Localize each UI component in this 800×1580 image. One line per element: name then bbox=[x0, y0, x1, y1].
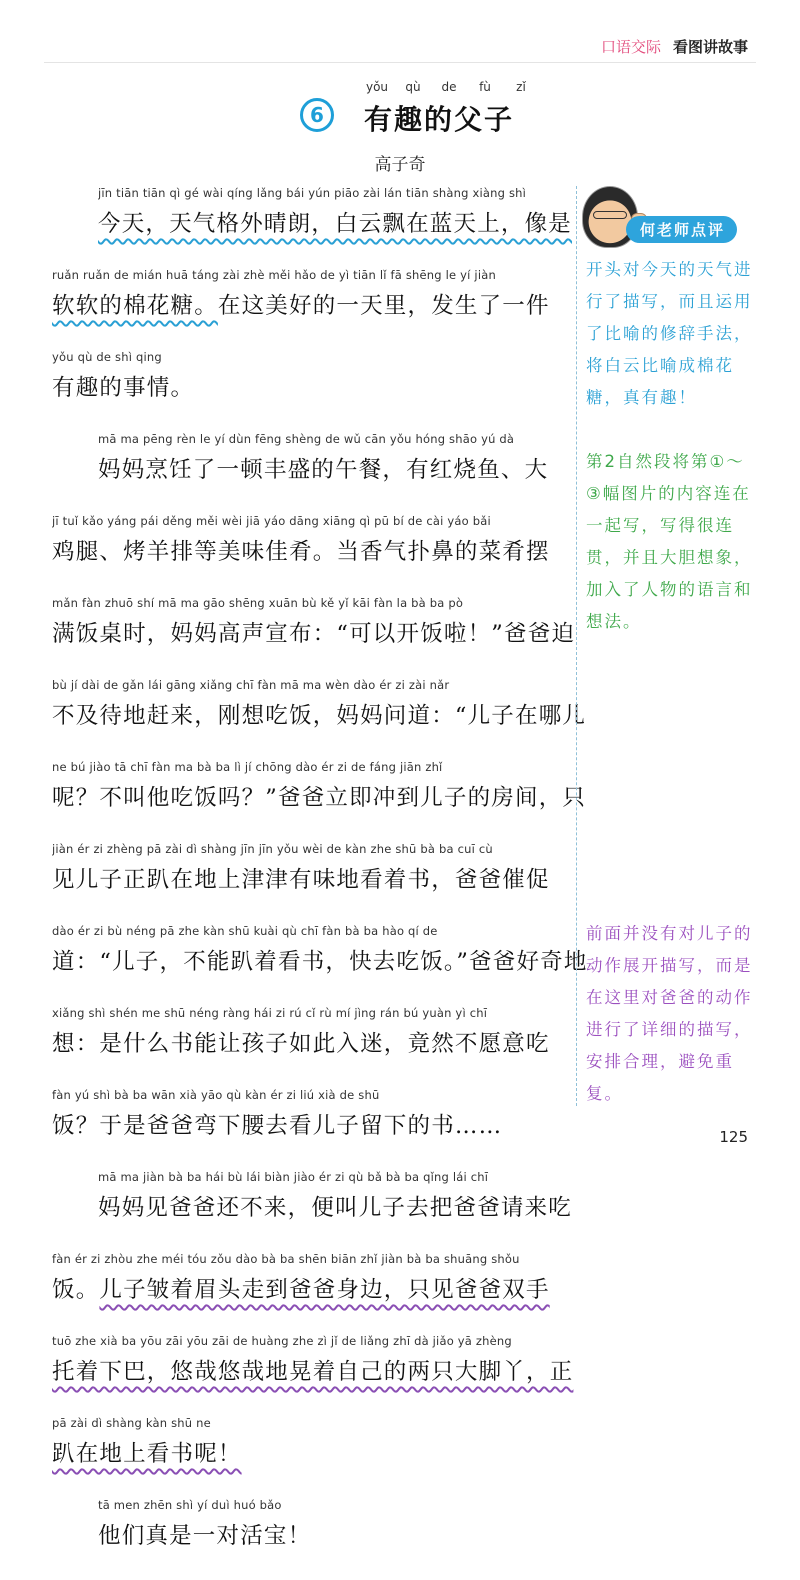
pinyin-line: jīn tiān tiān qì gé wài qíng lǎng bái yún piāo zài lán tiān shàng xiàng shì bbox=[98, 186, 527, 200]
title-pinyin-syllable: de bbox=[441, 80, 457, 94]
pinyin-line: yǒu qù de shì qing bbox=[52, 350, 162, 364]
text-line bbox=[52, 842, 564, 924]
text-line bbox=[52, 514, 564, 596]
text-line bbox=[52, 596, 576, 678]
teacher-comment-header bbox=[582, 186, 762, 250]
pinyin-line: tuō zhe xià ba yōu zāi yōu zāi de huàng zhe zì jǐ de liǎng zhī dà jiǎo yā zhèng bbox=[52, 1334, 512, 1348]
hanzi-line: 呢？不叫他吃饭吗？”爸爸立即冲到儿子的房间，只 bbox=[52, 785, 587, 811]
hanzi-line: 趴在地上看书呢！ bbox=[52, 1441, 242, 1467]
pinyin-line: ruǎn ruǎn de mián huā táng zài zhè měi hǎo de yì tiān lǐ fā shēng le yí jiàn bbox=[52, 268, 496, 282]
text-line bbox=[52, 1006, 564, 1088]
pinyin-line: tā men zhēn shì yí duì huó bǎo bbox=[98, 1498, 282, 1512]
text-line bbox=[52, 432, 564, 514]
hanzi-segment: 饭。 bbox=[52, 1277, 100, 1303]
comment-paragraph-two: 第2自然段将第①～③幅图片的内容连在一起写，写得很连贯，并且大胆想象，加入了人物的语言和想法。 bbox=[586, 452, 753, 631]
teacher-comment-label: 何老师点评 bbox=[626, 216, 737, 243]
hanzi-line: 鸡腿、烤羊排等美味佳肴。当香气扑鼻的菜肴摆 bbox=[52, 539, 550, 565]
hanzi-segment: 在这美好的一天里，发生了一件 bbox=[217, 293, 550, 319]
pinyin-line: xiǎng shì shén me shū néng ràng hái zi rú cǐ rù mí jìng rán bú yuàn yì chī bbox=[52, 1006, 488, 1020]
comment-divider bbox=[576, 186, 577, 1106]
pinyin-line: dào ér zi bù néng pā zhe kàn shū kuài qù chī fàn bà ba hào qí de bbox=[52, 924, 438, 938]
text-line bbox=[52, 1252, 564, 1334]
pinyin-line: ne bú jiào tā chī fàn ma bà ba lì jí chōng dào ér zi de fáng jiān zhǐ bbox=[52, 760, 443, 774]
title-pinyin-syllable: fù bbox=[479, 80, 491, 94]
hanzi-line: 见儿子正趴在地上津津有味地看着书，爸爸催促 bbox=[52, 867, 550, 893]
pinyin-line: fàn ér zi zhòu zhe méi tóu zǒu dào bà ba shēn biān zhǐ jiàn bà ba shuāng shǒu bbox=[52, 1252, 520, 1266]
hanzi-line: 饭？于是爸爸弯下腰去看儿子留下的书…… bbox=[52, 1113, 503, 1139]
hanzi-line: 他们真是一对活宝！ bbox=[98, 1523, 312, 1549]
hanzi-line: 托着下巴，悠哉悠哉地晃着自己的两只大脚丫，正 bbox=[52, 1359, 574, 1385]
pinyin-line: mǎn fàn zhuō shí mā ma gāo shēng xuān bù kě yǐ kāi fàn la bà ba pò bbox=[52, 596, 464, 610]
lesson-number-badge: 6 bbox=[300, 98, 334, 132]
text-line bbox=[52, 350, 564, 432]
text-line bbox=[52, 268, 564, 350]
hanzi-line: 满饭桌时，妈妈高声宣布：“可以开饭啦！”爸爸迫 bbox=[52, 621, 576, 647]
section-tag: 口语交际 bbox=[600, 38, 661, 56]
comment-weather: 开头对今天的天气进行了描写，而且运用了比喻的修辞手法，将白云比喻成棉花糖，真有趣！ bbox=[586, 260, 753, 407]
hanzi-line: 妈妈见爸爸还不来，便叫儿子去把爸爸请来吃 bbox=[98, 1195, 573, 1221]
text-line bbox=[52, 678, 587, 760]
title-pinyin-syllable: zǐ bbox=[516, 80, 526, 94]
text-line bbox=[52, 760, 587, 842]
pinyin-line: jī tuǐ kǎo yáng pái děng měi wèi jiā yáo dāng xiāng qì pū bí de cài yáo bǎi bbox=[52, 514, 491, 528]
hanzi-line: 妈妈烹饪了一顿丰盛的午餐，有红烧鱼、大 bbox=[98, 457, 549, 483]
text-line bbox=[52, 1088, 564, 1170]
hanzi-line: 想：是什么书能让孩子如此入迷，竟然不愿意吃 bbox=[52, 1031, 550, 1057]
highlighted-phrase: 软软的棉花糖。 bbox=[52, 293, 218, 319]
hanzi-line bbox=[52, 288, 564, 320]
hanzi-line: 不及待地赶来，刚想吃饭，妈妈问道：“儿子在哪儿 bbox=[52, 703, 587, 729]
lesson-title-block bbox=[300, 80, 560, 152]
text-line bbox=[52, 1334, 574, 1416]
text-line bbox=[52, 1170, 573, 1252]
comment-action: 前面并没有对儿子的动作展开描写，而是在这里对爸爸的动作进行了详细的描写，安排合理，避免重复。 bbox=[586, 924, 753, 1103]
hanzi-line: 道：“儿子，不能趴着看书，快去吃饭。”爸爸好奇地 bbox=[52, 949, 588, 975]
lesson-title: 有趣的父子 bbox=[364, 103, 515, 136]
pinyin-line: mā ma jiàn bà ba hái bù lái biàn jiào ér zi qù bǎ bà ba qǐng lái chī bbox=[98, 1170, 489, 1184]
section-title: 看图讲故事 bbox=[672, 38, 748, 56]
header-divider bbox=[44, 62, 756, 63]
highlighted-phrase: 儿子皱着眉头走到爸爸身边，只见爸爸双手 bbox=[99, 1277, 550, 1303]
text-line bbox=[52, 1416, 564, 1498]
pinyin-line: fàn yú shì bà ba wān xià yāo qù kàn ér zi liú xià de shū bbox=[52, 1088, 380, 1102]
pinyin-line: jiàn ér zi zhèng pā zài dì shàng jīn jīn yǒu wèi de kàn zhe shū bà ba cuī cù bbox=[52, 842, 493, 856]
hanzi-line: 今天，天气格外晴朗，白云飘在蓝天上，像是 bbox=[98, 211, 573, 237]
text-line bbox=[52, 186, 573, 268]
hanzi-line bbox=[52, 1272, 564, 1304]
title-pinyin bbox=[364, 80, 534, 94]
glasses-icon bbox=[593, 211, 627, 219]
page-number: 125 bbox=[719, 1128, 748, 1146]
author-name: 高子奇 bbox=[374, 155, 426, 175]
pinyin-line: pā zài dì shàng kàn shū ne bbox=[52, 1416, 211, 1430]
pinyin-line: mā ma pēng rèn le yí dùn fēng shèng de wǔ cān yǒu hóng shāo yú dà bbox=[98, 432, 515, 446]
page-header bbox=[601, 36, 748, 57]
text-line bbox=[52, 924, 588, 1006]
title-pinyin-syllable: qù bbox=[405, 80, 421, 94]
title-pinyin-syllable: yǒu bbox=[365, 80, 389, 94]
essay-body bbox=[52, 186, 588, 1580]
text-line bbox=[52, 1498, 564, 1580]
pinyin-line: bù jí dài de gǎn lái gāng xiǎng chī fàn mā ma wèn dào ér zi zài nǎr bbox=[52, 678, 450, 692]
hanzi-line: 有趣的事情。 bbox=[52, 375, 195, 401]
